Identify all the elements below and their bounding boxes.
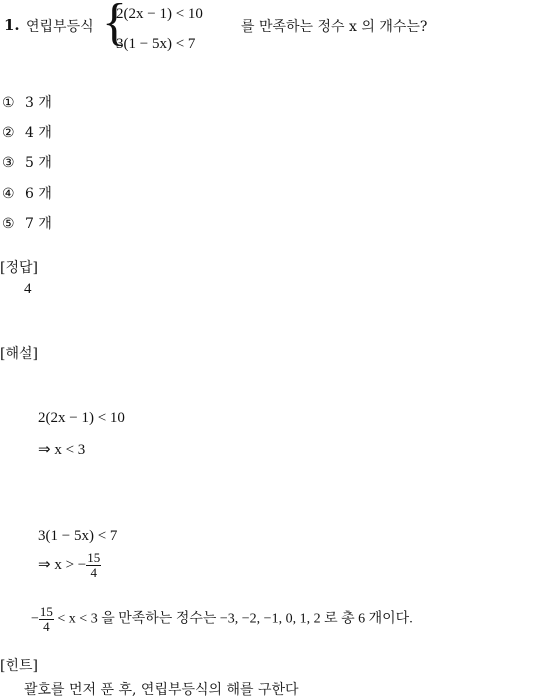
choice-text: 4 개 [25,125,52,141]
inequality-1: 2(2x − 1) < 10 [116,6,203,22]
choice-4[interactable] [2,183,52,203]
choice-3[interactable] [2,152,52,172]
choice-text: 7 개 [25,216,52,232]
choice-1[interactable] [2,92,52,112]
choice-2[interactable] [2,122,52,142]
fraction-denominator: 4 [90,565,97,580]
question-tail: 를 만족하는 정수 x 의 개수는? [241,19,428,35]
question-intro: 연립부등식 [26,19,94,35]
fraction [86,551,101,580]
hint-text: 괄호를 먼저 푼 후, 연립부등식의 해를 구한다 [24,682,299,698]
choice-mark: ④ [2,186,15,202]
fraction-numerator: 15 [87,550,101,565]
conclusion-minus: − [31,611,39,627]
fraction-denominator: 4 [43,619,50,634]
explanation-step-1: 2(2x − 1) < 10 [38,410,125,426]
choice-mark: ③ [2,155,15,171]
choice-5[interactable] [2,213,52,233]
inequality-2: 3(1 − 5x) < 7 [116,36,196,52]
system-brace: { [102,0,127,51]
choice-text: 6 개 [25,186,52,202]
fraction-numerator: 15 [39,604,53,619]
choice-text: 5 개 [25,155,52,171]
fraction [39,605,54,634]
conclusion-text: < x < 3 을 만족하는 정수는 −3, −2, −1, 0, 1, 2 로 총 6 개이다. [57,611,413,627]
step4-prefix: ⇒ x > − [38,556,87,573]
explanation-step-4 [38,551,101,580]
explanation-step-3: 3(1 − 5x) < 7 [38,528,118,544]
choice-mark: ① [2,95,15,111]
hint-label: [힌트] [0,658,38,674]
choice-mark: ⑤ [2,216,15,232]
answer-value: 4 [24,281,32,297]
explanation-conclusion [31,605,413,634]
answer-label: [정답] [0,260,38,276]
question-number: 1. [4,16,20,34]
explanation-label: [해설] [0,346,38,362]
choice-text: 3 개 [25,95,52,111]
choice-mark: ② [2,125,15,141]
explanation-step-2: ⇒ x < 3 [38,442,86,458]
